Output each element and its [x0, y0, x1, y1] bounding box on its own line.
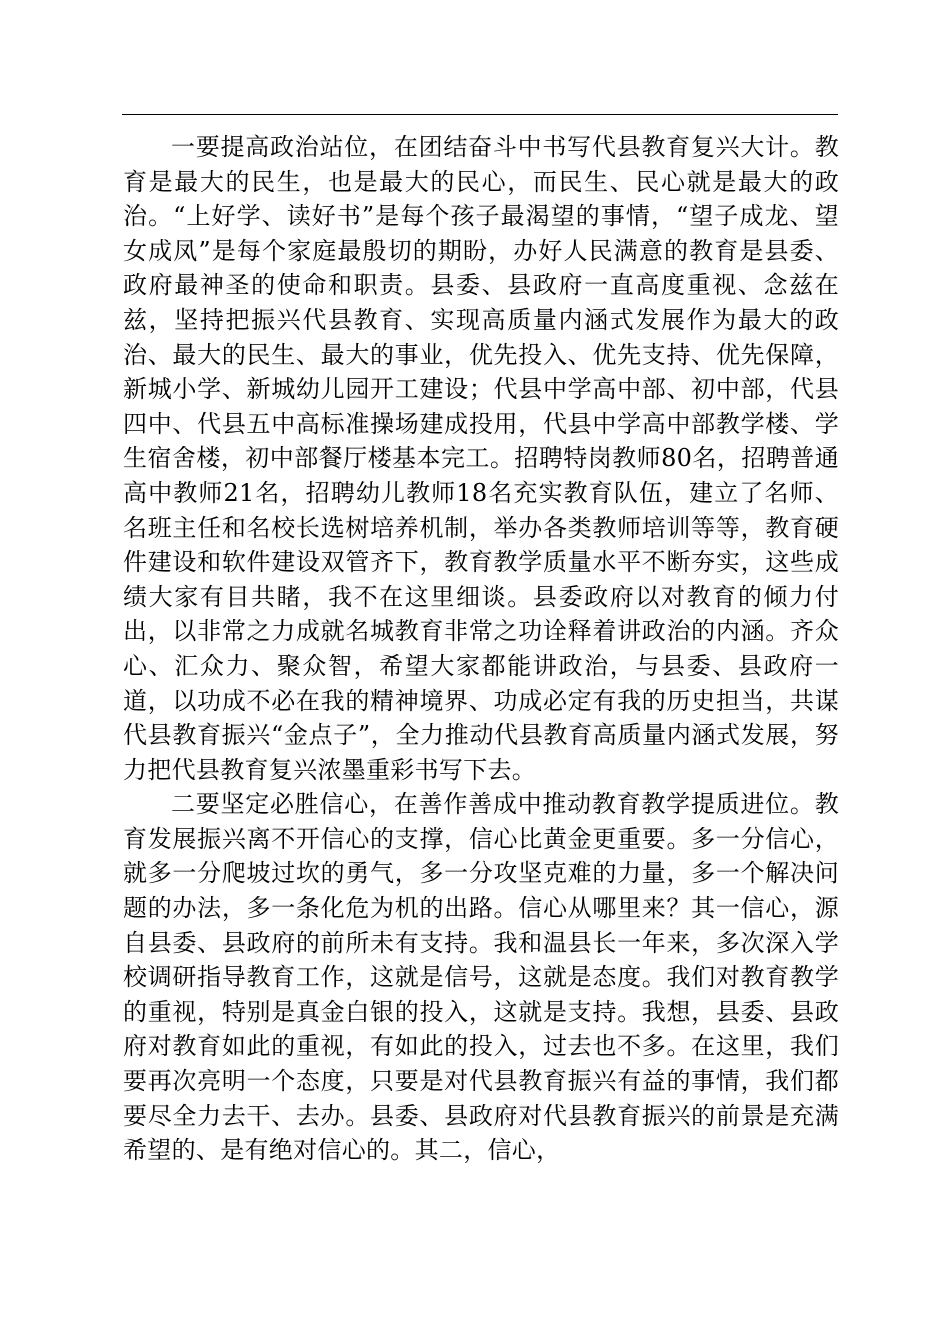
paragraph-1: 一要提高政治站位，在团结奋斗中书写代县教育复兴大计。教育是最大的民生，也是最大的民心，而民生、民心就是最大的政治。“上好学、读好书”是每个孩子最渴望的事情，“望子成龙、望女成凤”是每个家庭最殷切的期盼，办好人民满意的教育是县委、政府最神圣的使命和职责。县委、县政府一直高度重视、念兹在兹，坚持把振兴代县教育、实现高质量内涵式发展作为最大的政治、最大的民生、最大的事业，优先投入、优先支持、优先保障，新城小学、新城幼儿园开工建设；代县中学高中部、初中部，代县四中、代县五中高标准操场建成投用，代县中学高中部教学楼、学生宿舍楼，初中部餐厅楼基本完工。招聘特岗教师80名，招聘普通高中教师21名，招聘幼儿教师18名充实教育队伍，建立了名师、名班主任和名校长选树培养机制，举办各类教师培训等等，教育硬件建设和软件建设双管齐下，教育教学质量水平不断夯实，这些成绩大家有目共睹，我不在这里细谈。县委政府以对教育的倾力付出，以非常之力成就名城教育非常之功诠释着讲政治的内涵。齐众心、汇众力、聚众智，希望大家都能讲政治，与县委、县政府一道，以功成不必在我的精神境界、功成必定有我的历史担当，共谋代县教育振兴“金点子”，全力推动代县教育高质量内涵式发展，努力把代县教育复兴浓墨重彩书写下去。	[123, 133, 839, 784]
paragraph-2: 二要坚定必胜信心，在善作善成中推动教育教学提质进位。教育发展振兴离不开信心的支撑，信心比黄金更重要。多一分信心，就多一分爬坡过坎的勇气，多一分攻坚克难的力量，多一个解决问题的办法，多一条化危为机的出路。信心从哪里来？其一信心，源自县委、县政府的前所未有支持。我和温县长一年来，多次深入学校调研指导教育工作，这就是信号，这就是态度。我们对教育教学的重视，特别是真金白银的投入，这就是支持。我想，县委、县政府对教育如此的重视，有如此的投入，过去也不多。在这里，我们要再次亮明一个态度，只要是对代县教育振兴有益的事情，我们都要尽全力去干、去办。县委、县政府对代县教育振兴的前景是充满希望的、是有绝对信心的。其二，信心，	[123, 790, 839, 1165]
header-rule	[122, 114, 838, 115]
body-text	[123, 130, 839, 1168]
